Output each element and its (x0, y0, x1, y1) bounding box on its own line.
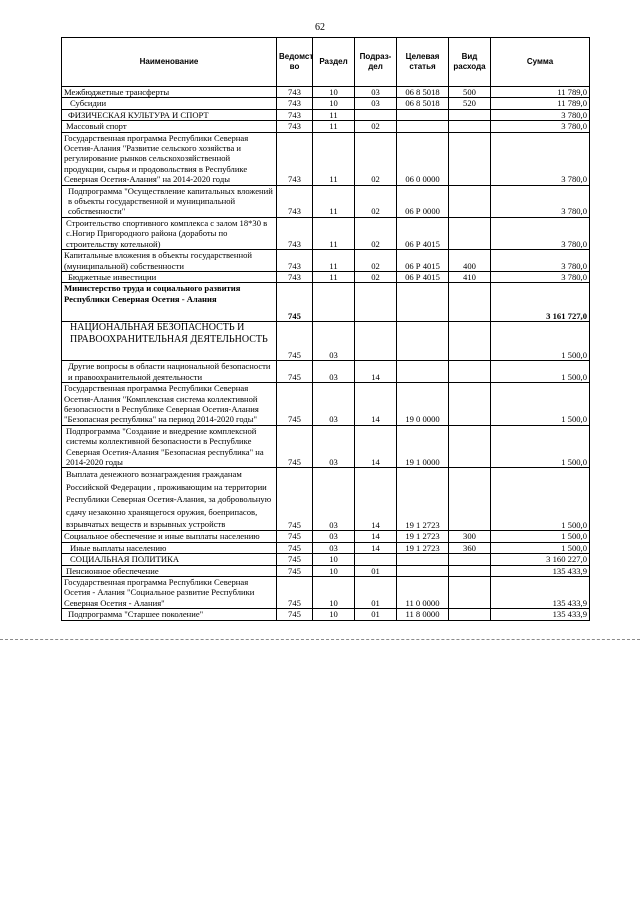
cell-vid: 520 (449, 98, 491, 109)
cell-summa: 135 433,9 (491, 577, 590, 609)
cell-podrazdel: 02 (355, 217, 397, 249)
cell-vid (449, 425, 491, 468)
cell-podrazdel: 03 (355, 87, 397, 98)
cell-vid (449, 217, 491, 249)
cell-name: Межбюджетные трансферты (62, 87, 277, 98)
table-row (62, 87, 590, 98)
cell-name: Выплата денежного вознаграждения гражданам Российской Федерации , проживающим на территории Республики Северная Осетия-Алания, за добровольную сдачу незаконно хранящегося оружия, боеприпасов, взрывчатых веществ и взрывных устройств (62, 468, 277, 531)
cell-summa: 3 780,0 (491, 132, 590, 185)
cell-vid (449, 554, 491, 565)
cell-name: Государственная программа Республики Северная Осетия-Алания "Комплексная система коллективной безопасности в Республике Северная Осетия-Алания "Безопасная республика" на период 2014-2020 годы" (62, 383, 277, 426)
cell-name: Подпрограмма "Создание и внедрение комплексной системы коллективной безопасности в Республике Северная Осетия-Алания "Безопасная республика" на 2014-2020 годы (62, 425, 277, 468)
cell-ved: 745 (277, 283, 313, 322)
cell-name: Капитальные вложения в объекты государственной (муниципальной) собственности (62, 250, 277, 272)
cell-razdel: 10 (313, 609, 355, 620)
cell-razdel: 03 (313, 542, 355, 553)
cell-ved: 745 (277, 425, 313, 468)
cell-statya: 06 8 5018 (397, 87, 449, 98)
cell-podrazdel (355, 322, 397, 361)
table-row (62, 542, 590, 553)
cell-summa: 1 500,0 (491, 425, 590, 468)
cell-ved: 745 (277, 542, 313, 553)
column-header-podrazdel: Подраз- дел (355, 38, 397, 87)
cell-name: Социальное обеспечение и иные выплаты населению (62, 531, 277, 542)
cell-vid (449, 109, 491, 120)
cell-podrazdel: 14 (355, 383, 397, 426)
cell-vid (449, 468, 491, 531)
cell-ved: 743 (277, 217, 313, 249)
table-row (62, 531, 590, 542)
cell-razdel: 03 (313, 425, 355, 468)
cell-statya (397, 283, 449, 322)
cell-summa: 1 500,0 (491, 531, 590, 542)
cell-podrazdel: 14 (355, 542, 397, 553)
table-row (62, 185, 590, 217)
cell-ved: 745 (277, 565, 313, 576)
table-header-row (62, 38, 590, 87)
cell-podrazdel: 01 (355, 565, 397, 576)
cell-ved: 745 (277, 468, 313, 531)
cell-name: Бюджетные инвестиции (62, 271, 277, 282)
cell-summa: 135 433,9 (491, 609, 590, 620)
cell-razdel: 11 (313, 271, 355, 282)
cell-razdel: 11 (313, 250, 355, 272)
cell-podrazdel: 14 (355, 361, 397, 383)
cell-razdel: 10 (313, 577, 355, 609)
cell-statya (397, 361, 449, 383)
table-row (62, 271, 590, 282)
cell-statya: 06 Р 0000 (397, 185, 449, 217)
cell-summa: 135 433,9 (491, 565, 590, 576)
table-row (62, 98, 590, 109)
cell-statya: 06 Р 4015 (397, 271, 449, 282)
cell-statya (397, 554, 449, 565)
cell-summa: 1 500,0 (491, 361, 590, 383)
cell-statya: 06 0 0000 (397, 132, 449, 185)
cell-vid: 300 (449, 531, 491, 542)
cell-ved: 745 (277, 554, 313, 565)
cell-summa: 3 780,0 (491, 185, 590, 217)
table-row (62, 609, 590, 620)
table-row (62, 554, 590, 565)
cell-summa: 1 500,0 (491, 383, 590, 426)
cell-summa: 3 161 727,0 (491, 283, 590, 322)
page-number: 62 (315, 22, 325, 33)
cell-podrazdel: 14 (355, 531, 397, 542)
table-row (62, 109, 590, 120)
table-row (62, 283, 590, 322)
cell-podrazdel: 02 (355, 271, 397, 282)
cell-statya: 06 8 5018 (397, 98, 449, 109)
cell-razdel: 10 (313, 98, 355, 109)
cell-ved: 745 (277, 322, 313, 361)
table-row (62, 250, 590, 272)
cell-name: Подпрограмма "Осуществление капитальных вложений в объекты государственной и муниципальной собственности" (62, 185, 277, 217)
cell-vid (449, 121, 491, 132)
cell-vid (449, 132, 491, 185)
column-header-name: Наименование (62, 38, 277, 87)
cell-ved: 745 (277, 383, 313, 426)
cell-statya: 11 8 0000 (397, 609, 449, 620)
column-header-ved: Ведомст во (277, 38, 313, 87)
cell-name: Другие вопросы в области национальной безопасности и правоохранительной деятельности (62, 361, 277, 383)
cell-summa: 1 500,0 (491, 322, 590, 361)
cell-statya (397, 322, 449, 361)
cell-name: Массовый спорт (62, 121, 277, 132)
cell-razdel: 10 (313, 565, 355, 576)
cell-statya: 19 1 2723 (397, 531, 449, 542)
cell-podrazdel: 02 (355, 121, 397, 132)
cell-vid (449, 577, 491, 609)
cell-razdel: 03 (313, 468, 355, 531)
cell-podrazdel: 02 (355, 185, 397, 217)
cell-vid (449, 185, 491, 217)
table-row (62, 322, 590, 361)
cell-razdel: 10 (313, 554, 355, 565)
cell-summa: 1 500,0 (491, 542, 590, 553)
cell-statya: 19 1 2723 (397, 542, 449, 553)
budget-table (61, 37, 590, 621)
cell-name: Государственная программа Республики Северная Осетия-Алания "Развитие сельского хозяйства и регулирование рынков сельскохозяйственной продукции, сырья и продовольствия в Республике Северная Осетия-Алания" на 2014-2020 годы (62, 132, 277, 185)
cell-razdel (313, 283, 355, 322)
cell-vid: 360 (449, 542, 491, 553)
cell-vid: 500 (449, 87, 491, 98)
column-header-vid: Вид расхода (449, 38, 491, 87)
cell-statya: 19 1 2723 (397, 468, 449, 531)
cell-vid (449, 609, 491, 620)
table-row (62, 217, 590, 249)
cell-razdel: 03 (313, 531, 355, 542)
cell-razdel: 03 (313, 383, 355, 426)
table-row (62, 361, 590, 383)
cell-statya: 19 0 0000 (397, 383, 449, 426)
table-row (62, 425, 590, 468)
cell-ved: 745 (277, 577, 313, 609)
cell-statya: 06 Р 4015 (397, 217, 449, 249)
cell-podrazdel: 02 (355, 132, 397, 185)
cell-razdel: 10 (313, 87, 355, 98)
cell-vid (449, 565, 491, 576)
cell-podrazdel: 14 (355, 425, 397, 468)
table-row (62, 132, 590, 185)
cell-podrazdel: 01 (355, 577, 397, 609)
page-cut-line (0, 639, 640, 640)
cell-name: Подпрограмма "Старшее поколение" (62, 609, 277, 620)
column-header-statya: Целевая статья (397, 38, 449, 87)
cell-summa: 3 780,0 (491, 121, 590, 132)
cell-ved: 743 (277, 109, 313, 120)
cell-podrazdel: 03 (355, 98, 397, 109)
cell-vid: 400 (449, 250, 491, 272)
table-row (62, 468, 590, 531)
cell-name: СОЦИАЛЬНАЯ ПОЛИТИКА (62, 554, 277, 565)
cell-vid (449, 283, 491, 322)
cell-summa: 3 780,0 (491, 250, 590, 272)
cell-razdel: 03 (313, 322, 355, 361)
cell-name: Государственная программа Республики Северная Осетия - Алания "Социальное развитие Республики Северная Осетия - Алания" (62, 577, 277, 609)
cell-podrazdel: 14 (355, 468, 397, 531)
table-row (62, 121, 590, 132)
cell-vid: 410 (449, 271, 491, 282)
cell-vid (449, 361, 491, 383)
cell-razdel: 11 (313, 132, 355, 185)
cell-ved: 745 (277, 531, 313, 542)
cell-statya: 11 0 0000 (397, 577, 449, 609)
cell-name: Иные выплаты населению (62, 542, 277, 553)
table-row (62, 565, 590, 576)
cell-ved: 745 (277, 609, 313, 620)
cell-name: ФИЗИЧЕСКАЯ КУЛЬТУРА И СПОРТ (62, 109, 277, 120)
cell-summa: 11 789,0 (491, 87, 590, 98)
cell-vid (449, 383, 491, 426)
cell-name: Министерство труда и социального развития Республики Северная Осетия - Алания (62, 283, 277, 322)
cell-ved: 743 (277, 98, 313, 109)
cell-razdel: 11 (313, 109, 355, 120)
cell-statya: 06 Р 4015 (397, 250, 449, 272)
cell-name: Пенсионное обеспечение (62, 565, 277, 576)
cell-summa: 1 500,0 (491, 468, 590, 531)
cell-summa: 3 780,0 (491, 271, 590, 282)
table-row (62, 577, 590, 609)
table-row (62, 383, 590, 426)
cell-ved: 743 (277, 132, 313, 185)
cell-podrazdel: 01 (355, 609, 397, 620)
cell-ved: 743 (277, 250, 313, 272)
cell-podrazdel (355, 283, 397, 322)
cell-razdel: 11 (313, 185, 355, 217)
cell-ved: 743 (277, 87, 313, 98)
column-header-summa: Сумма (491, 38, 590, 87)
cell-statya: 19 1 0000 (397, 425, 449, 468)
cell-statya (397, 565, 449, 576)
cell-razdel: 03 (313, 361, 355, 383)
cell-ved: 743 (277, 121, 313, 132)
cell-summa: 3 780,0 (491, 109, 590, 120)
cell-vid (449, 322, 491, 361)
cell-ved: 745 (277, 361, 313, 383)
cell-podrazdel: 02 (355, 250, 397, 272)
cell-podrazdel (355, 554, 397, 565)
cell-ved: 743 (277, 185, 313, 217)
cell-statya (397, 121, 449, 132)
cell-ved: 743 (277, 271, 313, 282)
cell-razdel: 11 (313, 217, 355, 249)
cell-name: Строительство спортивного комплекса с залом 18*30 в с.Ногир Пригородного района (доработы по строительству котельной) (62, 217, 277, 249)
cell-statya (397, 109, 449, 120)
cell-summa: 11 789,0 (491, 98, 590, 109)
cell-name: Субсидии (62, 98, 277, 109)
cell-summa: 3 160 227,0 (491, 554, 590, 565)
column-header-razdel: Раздел (313, 38, 355, 87)
cell-razdel: 11 (313, 121, 355, 132)
cell-podrazdel (355, 109, 397, 120)
cell-name: НАЦИОНАЛЬНАЯ БЕЗОПАСНОСТЬ И ПРАВООХРАНИТЕЛЬНАЯ ДЕЯТЕЛЬНОСТЬ (62, 322, 277, 361)
cell-summa: 3 780,0 (491, 217, 590, 249)
